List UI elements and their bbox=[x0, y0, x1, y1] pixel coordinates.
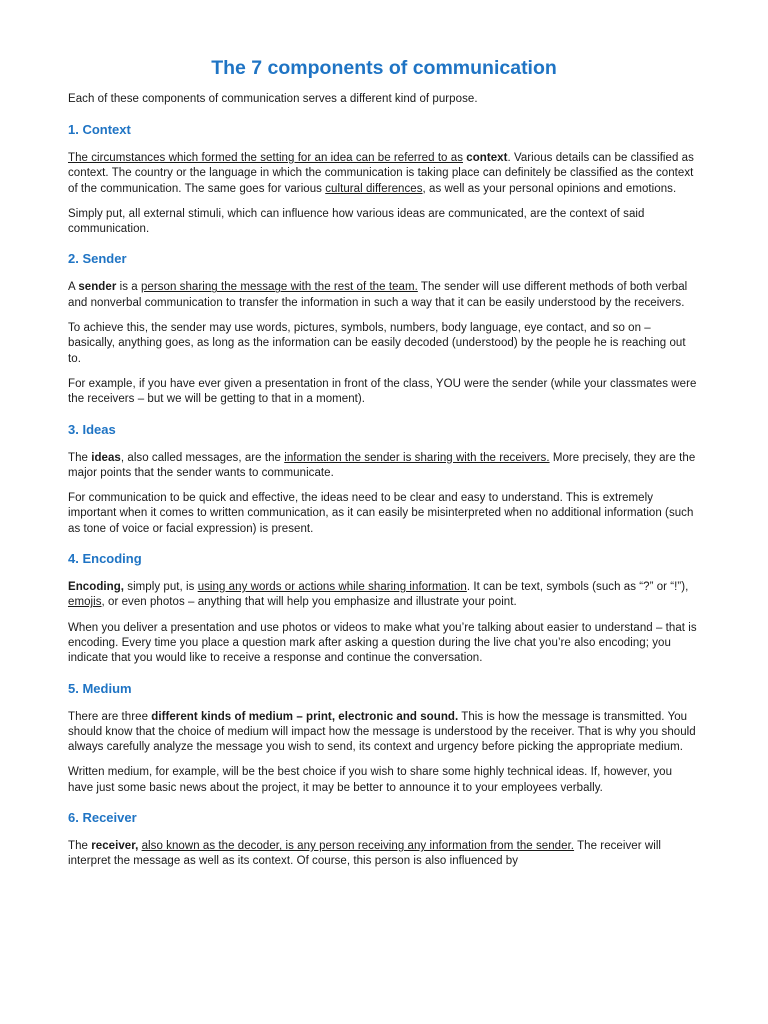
bold-text: ideas bbox=[91, 451, 121, 464]
text-run: This is how the message is transmitted. You should know that the choice of medium will impact how the message is understood by the receiver. That is why you should always carefully analyze the message you wish to send, its context and urgency before picking the appropriate medium. bbox=[68, 710, 696, 754]
bold-text: Encoding, bbox=[68, 581, 125, 594]
text-run: For example, if you have ever given a presentation in front of the class, YOU were the sender (while your classmates were the receivers – but we will be getting to that in a moment). bbox=[68, 377, 697, 406]
sections-container bbox=[68, 121, 700, 870]
text-run: When you deliver a presentation and use photos or videos to make what you’re talking about easier to understand – that is encoding. Every time you place a question mark after asking a question during the live chat you’re also encoding; you indicate that you would like to receive a response and continue the conversation. bbox=[68, 621, 697, 665]
section-paragraph bbox=[68, 621, 700, 667]
section-paragraph bbox=[68, 491, 700, 537]
section bbox=[68, 550, 700, 666]
text-run: simply put, is bbox=[124, 581, 198, 594]
text-run: . It can be text, symbols (such as “?” or “!”), bbox=[466, 581, 689, 594]
section-paragraph bbox=[68, 207, 700, 238]
section-heading: 6. Receiver bbox=[68, 810, 137, 826]
section-paragraph bbox=[68, 839, 700, 870]
section bbox=[68, 421, 700, 537]
section-paragraph bbox=[68, 451, 700, 482]
section bbox=[68, 121, 700, 237]
text-run: Written medium, for example, will be the best choice if you wish to share some highly technical ideas. If, however, you have just some basic news about the project, it may be better to announce it to your employees verbally. bbox=[68, 766, 673, 794]
section-heading: 3. Ideas bbox=[68, 421, 116, 437]
text-run: The bbox=[68, 451, 92, 464]
underlined-text: using any words or actions while sharing information bbox=[197, 581, 467, 594]
section-heading: 4. Encoding bbox=[68, 551, 142, 567]
section-paragraph bbox=[68, 377, 700, 408]
underlined-text: The circumstances which formed the setting for an idea can be referred to as bbox=[68, 152, 463, 164]
underlined-text: emojis bbox=[68, 596, 102, 609]
intro-paragraph: Each of these components of communication serves a different kind of purpose. bbox=[68, 93, 478, 105]
section-paragraph bbox=[68, 321, 700, 367]
bold-text: sender bbox=[78, 281, 117, 294]
section-paragraph bbox=[68, 765, 700, 796]
bold-text: context bbox=[466, 152, 508, 164]
text-run: There are three bbox=[68, 710, 152, 723]
section-heading: 2. Sender bbox=[68, 251, 127, 267]
section bbox=[68, 809, 700, 870]
section-paragraph bbox=[68, 580, 700, 611]
section-paragraph bbox=[68, 151, 700, 197]
text-run: The receiver will interpret the message as well as its context. Of course, this person is also influenced by bbox=[68, 840, 662, 868]
text-run: A bbox=[68, 281, 79, 294]
underlined-text: also known as the decoder, is any person receiving any information from the sender. bbox=[141, 840, 575, 853]
text-run: , also called messages, are the bbox=[120, 451, 285, 464]
underlined-text: cultural differences bbox=[325, 182, 423, 195]
section bbox=[68, 680, 700, 796]
text-run: The sender will use different methods of both verbal and nonverbal communication to transfer the information in such a way that it can be easily understood by the receivers. bbox=[68, 281, 688, 309]
section bbox=[68, 250, 700, 407]
underlined-text: person sharing the message with the rest of the team. bbox=[140, 281, 418, 294]
text-run: , as well as your personal opinions and emotions. bbox=[422, 182, 677, 195]
section-paragraph bbox=[68, 280, 700, 311]
text-run: . Various details can be classified as context. The country or the language in which the communication is taking place can definitely be classified as the context of the communication. The same goes for various bbox=[68, 152, 694, 195]
text-run: To achieve this, the sender may use words, pictures, symbols, numbers, body language, eye contact, and so on – basically, anything goes, as long as the information can be easily decoded (understood) by the people he is reaching out to. bbox=[68, 322, 686, 365]
section-paragraph bbox=[68, 710, 700, 756]
section-heading: 5. Medium bbox=[68, 680, 132, 696]
text-run: , or even photos – anything that will help you emphasize and illustrate your point. bbox=[101, 596, 517, 609]
text-run: is a bbox=[116, 281, 141, 294]
text-run: For communication to be quick and effective, the ideas need to be clear and easy to understand. This is extremely important when it comes to written communication, as it can easily be misinterpreted when no additional information (such as tone of voice or facial expression) is present. bbox=[68, 492, 694, 535]
text-run: Simply put, all external stimuli, which can influence how various ideas are communicated, are the context of said communication. bbox=[68, 207, 645, 236]
underlined-text: information the sender is sharing with the receivers. bbox=[284, 451, 550, 464]
text-run: The bbox=[68, 840, 92, 853]
bold-text: receiver, bbox=[91, 840, 139, 853]
bold-text: different kinds of medium – print, electronic and sound. bbox=[151, 710, 459, 723]
section-heading: 1. Context bbox=[68, 122, 131, 137]
text-run: More precisely, they are the major points that the sender wants to communicate. bbox=[68, 451, 696, 479]
document-title: The 7 components of communication bbox=[211, 57, 557, 79]
